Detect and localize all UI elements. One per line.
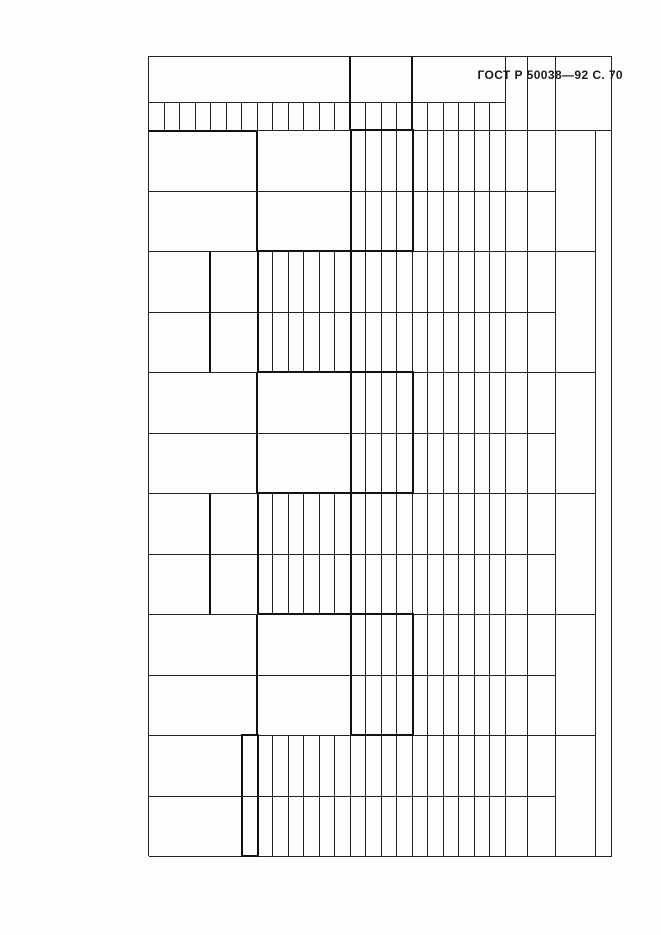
cell-rule [474,554,475,615]
cell-rule [397,554,398,615]
stub-row-rule [211,102,212,130]
cell-rule [381,796,382,857]
stub-row-rule [195,102,196,130]
heavy-box-110b [350,613,414,736]
cell-rule [443,372,444,433]
rule-left [150,56,613,57]
rotated-table-sheet [100,40,640,860]
cell-rule [412,493,413,554]
cell-rule [443,614,444,675]
cell-rule [443,191,444,252]
stub-row-rule [226,102,227,130]
cell-rule [366,251,367,312]
cell-rule [490,493,491,554]
cell-rule [428,493,429,554]
cell-rule [428,312,429,373]
cell-rule [381,493,382,554]
cell-rule [459,191,460,252]
cell-rule [350,735,351,796]
stub-row-rule [459,102,460,130]
cell-rule [459,130,460,191]
cell-rule [397,312,398,373]
cell-rule [443,735,444,796]
cell-rule [428,433,429,494]
cell-rule [490,312,491,373]
heavy-box-120 [242,734,260,857]
cell-rule [412,796,413,857]
heavy-box-105a [257,250,352,373]
cell-rule [443,312,444,373]
cell-rule [474,130,475,191]
cell-rule [273,796,274,857]
cell-rule [443,130,444,191]
stub-row-rule [349,56,351,130]
heavy-box-105b [350,371,414,494]
heavy-step [210,251,212,372]
col-rule [150,856,613,857]
stub-row-rule [381,102,382,130]
cell-rule [428,372,429,433]
cell-rule [366,554,367,615]
cell-rule [412,251,413,312]
stub-row-rule [304,102,305,130]
page-header: ГОСТ Р 50038—92 С. 70 [477,68,623,82]
cell-rule [319,796,320,857]
cell-rule [474,251,475,312]
heavy-step [256,372,258,493]
cell-rule [319,735,320,796]
heavy-box-100 [350,129,414,252]
cell-rule [350,796,351,857]
cell-rule [288,735,289,796]
rule-body-top [505,56,506,856]
group-label [353,64,411,98]
cell-rule [428,251,429,312]
cell-rule [490,735,491,796]
cell-rule [474,372,475,433]
rule-bottom [149,56,150,856]
cell-rule [443,675,444,736]
stub-row-rule [242,102,243,130]
cell-rule [490,554,491,615]
cell-rule [459,614,460,675]
cell-rule [474,735,475,796]
rule-codes [555,56,556,856]
stub-row-rule [257,102,258,130]
cell-rule [366,796,367,857]
cell-rule [459,493,460,554]
cell-rule [428,675,429,736]
cell-rule [381,735,382,796]
group-label [152,64,350,98]
stub-row-rule [180,102,181,130]
stub-row-rule [366,102,367,130]
cell-rule [459,675,460,736]
cell-rule [474,614,475,675]
cell-rule [490,796,491,857]
cell-rule [490,191,491,252]
cell-rule [381,554,382,615]
cell-rule [273,735,274,796]
cell-rule [397,251,398,312]
rule-top [611,56,612,856]
cell-rule [490,130,491,191]
cell-rule [459,312,460,373]
rule-dxm [527,56,528,856]
stub-row-rule [428,102,429,130]
cell-rule [474,312,475,373]
cell-rule [304,796,305,857]
cell-rule [490,372,491,433]
stub-row-rule [164,102,165,130]
stub-row-rule [273,102,274,130]
cell-rule [397,493,398,554]
cell-rule [443,554,444,615]
cell-rule [412,312,413,373]
cell-rule [443,493,444,554]
stub-row-rule [443,102,444,130]
stub-row-rule [411,56,413,130]
cell-rule [428,554,429,615]
cell-rule [474,796,475,857]
group-label [415,64,504,98]
col-rule [150,796,557,797]
cell-rule [490,433,491,494]
cell-rule [366,493,367,554]
cell-rule [335,735,336,796]
cell-rule [428,614,429,675]
cell-rule [428,191,429,252]
cell-rule [428,130,429,191]
cell-rule [474,493,475,554]
cell-rule [397,796,398,857]
cell-rule [288,796,289,857]
cell-rule [459,735,460,796]
cell-rule [366,735,367,796]
cell-rule [381,312,382,373]
cell-rule [459,251,460,312]
cell-rule [474,433,475,494]
cell-rule [490,614,491,675]
cell-rule [443,796,444,857]
cell-rule [366,312,367,373]
stub-row-rule [319,102,320,130]
cell-rule [443,251,444,312]
stub-row-rule [397,102,398,130]
heavy-step [210,493,212,614]
heavy-step [150,130,259,132]
cell-rule [490,675,491,736]
cell-rule [428,796,429,857]
rule-stub [150,102,507,103]
stub-row-rule [335,102,336,130]
cell-rule [381,251,382,312]
stub-row-rule [490,102,491,130]
cell-rule [443,433,444,494]
heavy-step [256,130,258,251]
cell-rule [304,735,305,796]
cell-rule [412,735,413,796]
cell-rule [397,735,398,796]
cell-rule [459,372,460,433]
cell-rule [459,433,460,494]
heavy-step [256,614,258,735]
cell-rule [474,191,475,252]
cell-rule [428,735,429,796]
cell-rule [335,796,336,857]
heavy-box-110a [257,492,352,615]
stub-row-rule [288,102,289,130]
cell-rule [474,675,475,736]
cell-rule [490,251,491,312]
cell-rule [412,554,413,615]
stub-row-rule [474,102,475,130]
cell-rule [459,554,460,615]
cell-rule [459,796,460,857]
